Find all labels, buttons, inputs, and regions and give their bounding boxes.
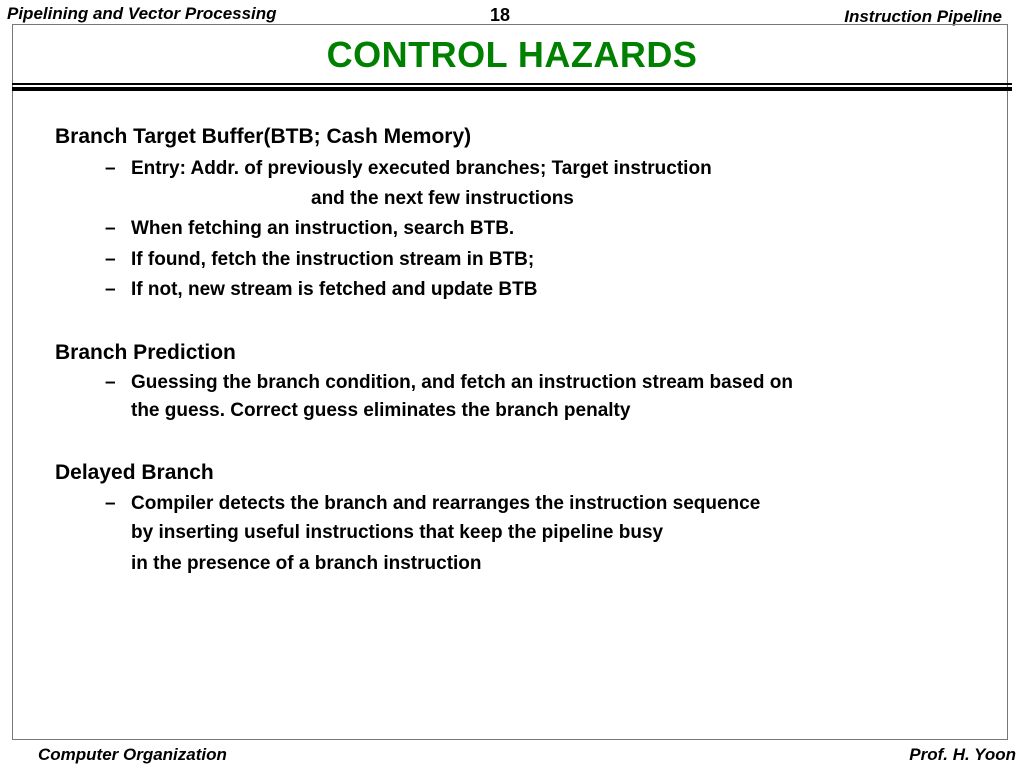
bullet-marker: –: [105, 279, 116, 300]
bullet-text-continuation: in the presence of a branch instruction: [131, 553, 482, 574]
header-course-title: Pipelining and Vector Processing: [7, 4, 277, 23]
bullet-marker: –: [105, 493, 116, 514]
slide-title: CONTROL HAZARDS: [326, 34, 698, 75]
bullet-marker: –: [105, 158, 116, 179]
bullet-text: Guessing the branch condition, and fetch an instruction stream based on: [131, 372, 793, 393]
slide-number: 18: [490, 5, 511, 25]
section-heading-btb: Branch Target Buffer(BTB; Cash Memory): [55, 125, 472, 148]
bullet-text: If not, new stream is fetched and update BTB: [131, 279, 538, 300]
bullet-text-continuation: by inserting useful instructions that keep the pipeline busy: [131, 522, 664, 543]
bullet-text: Compiler detects the branch and rearranges the instruction sequence: [131, 493, 761, 514]
header-topic: Instruction Pipeline: [844, 7, 1002, 26]
bullet-marker: –: [105, 218, 116, 239]
footer-author: Prof. H. Yoon: [909, 745, 1016, 764]
bullet-marker: –: [105, 372, 116, 393]
bullet-text: When fetching an instruction, search BTB.: [131, 218, 515, 239]
footer-course: Computer Organization: [38, 745, 227, 764]
bullet-text: Entry: Addr. of previously executed branches; Target instruction: [131, 158, 712, 179]
bullet-text: If found, fetch the instruction stream in BTB;: [131, 249, 535, 270]
bullet-text-continuation: and the next few instructions: [311, 188, 574, 209]
section-heading-delayed-branch: Delayed Branch: [55, 461, 214, 484]
bullet-text-continuation: the guess. Correct guess eliminates the branch penalty: [131, 400, 631, 421]
section-heading-branch-prediction: Branch Prediction: [55, 341, 236, 364]
bullet-marker: –: [105, 249, 116, 270]
